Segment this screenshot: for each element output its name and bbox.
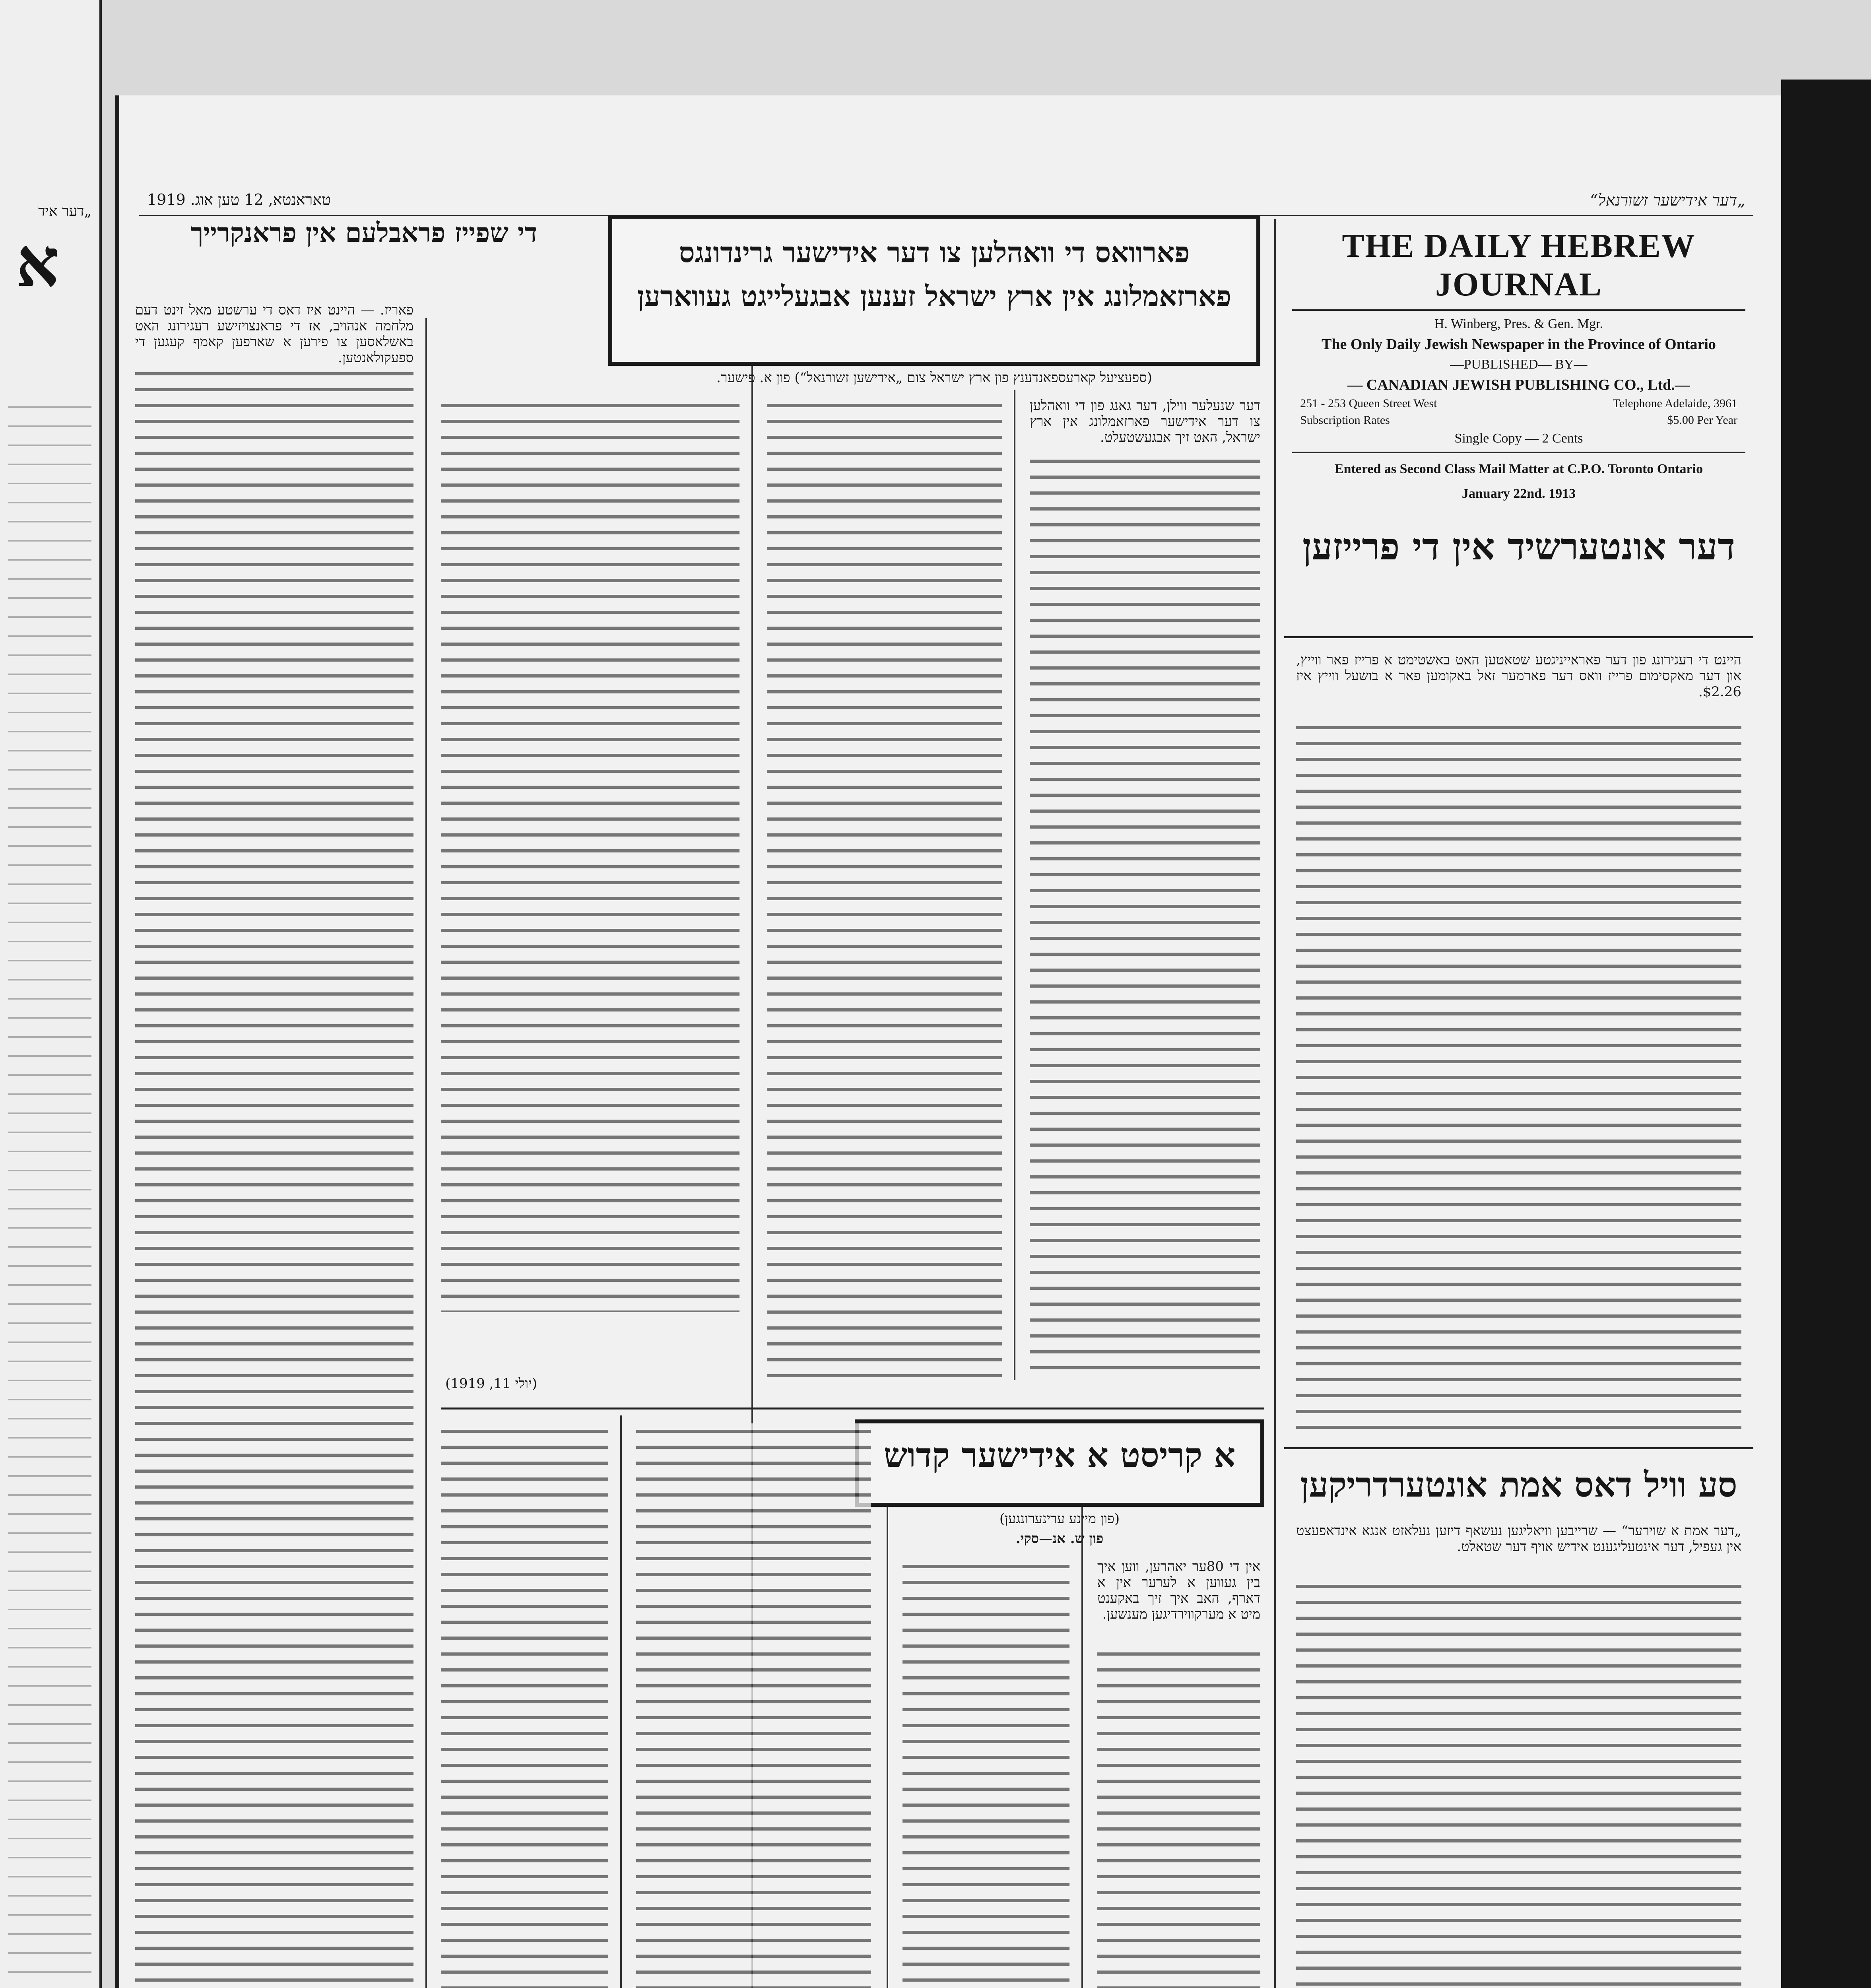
masthead-title: THE DAILY HEBREW JOURNAL (1342, 227, 1696, 303)
article-christian-saint-body-col2 (903, 1559, 1069, 1988)
column-rule (620, 1415, 622, 1988)
masthead-telephone: Telephone Adelaide, 3961 (1613, 397, 1737, 410)
running-header-date: טאראנטא, 12 טען אוג. 1919 (147, 191, 331, 208)
palestine-date: (יולי 11, 1919) (445, 1376, 538, 1392)
headline-christian-saint: א קריסט א אידישער קדוש (855, 1419, 1264, 1507)
running-header (139, 191, 1753, 216)
running-header-paper-name: „דער אידישער זשורנאל“ (1590, 191, 1745, 210)
masthead-published-by: —PUBLISHED— BY— (1450, 357, 1588, 372)
headline-price-difference: דער אונטערשיד אין די פרייזען (1302, 525, 1735, 568)
adjacent-page-text (8, 398, 91, 1988)
article-france-lead: פאריז. — היינט איז דאס די ערשטע מאל זינט דעם מלחמה אנהויב, אז די פראנצויזישע רעגירונג האט באשלאסען צו פירען א שארפען קאמף קעגען די ספעקולאנטען. (135, 302, 413, 366)
article-palestine-lead: דער שנעלער ווילן, דער גאנג פון די וואהלען צו דער אידישער פארזאמלונג אין ארץ ישראל, האט זיך אבגעשטעלט. (1030, 398, 1260, 445)
adjacent-page-big-letter: א (16, 223, 60, 302)
adjacent-page-header: „דער איד (38, 203, 91, 219)
article-christian-saint-body-col3 (636, 1423, 871, 1988)
article-france-body-col1 (135, 366, 413, 1988)
masthead-single-copy: Single Copy — 2 Cents (1454, 431, 1583, 446)
masthead-tagline: The Only Daily Jewish Newspaper in the Province of Ontario (1322, 336, 1716, 353)
newspaper-page (115, 95, 1789, 1988)
christian-saint-byline: פון ש. אנ—סקי. (1015, 1531, 1104, 1547)
article-continuation-col (441, 1423, 608, 1988)
column-rule (1274, 219, 1276, 1988)
headline-true-story: סע וויל דאס אמת אונטערדריקען (1300, 1465, 1737, 1505)
article-price-difference-body (1296, 720, 1741, 1435)
article-christian-saint-lead: אין די 80ער יאהרען, ווען איך בין געווען א לערער אין א דארף, האב איך זיך באקענט מיט א מערקווירדיגען מענשען. (1097, 1559, 1261, 1622)
masthead-subscription-label: Subscription Rates (1300, 414, 1390, 427)
headline-france-food: די שפייז פראבלעם אין פראנקרייך (190, 217, 537, 248)
masthead-entered: Entered as Second Class Mail Matter at C.P.O. Toronto Ontario (1334, 462, 1703, 476)
article-true-story-body (1296, 1578, 1741, 1988)
masthead (1284, 219, 1753, 505)
masthead-address-row (1300, 397, 1737, 410)
article-price-difference-lead: היינט די רעגירונג פון דער פאראייניגטע שטאטען האט באשטימט א פרייז פאר ווייץ, און דער מאקסימום פרייז וואס דער פארמער זאל באקומען פאר א בושעל ווייץ איז $2.26. (1296, 652, 1741, 700)
headline-rule (1284, 1447, 1753, 1449)
christian-saint-subtitle: (פון מיינע ערינערונגען) (999, 1511, 1120, 1527)
headline-rule (441, 1408, 1264, 1409)
article-palestine-body-col2 (767, 398, 1002, 1380)
masthead-manager: H. Winberg, Pres. & Gen. Mgr. (1434, 316, 1603, 331)
masthead-rule-2 (1292, 452, 1745, 453)
column-rule (425, 318, 427, 1988)
masthead-subscription-row (1300, 414, 1737, 427)
headline-palestine-elections: פארוואס די וואהלען צו דער אידישער גרינדונגס פארזאמלונג אין ארץ ישראל זענען אבגעלייגט געווארען (608, 215, 1260, 366)
masthead-entered-date: January 22nd. 1913 (1461, 486, 1576, 501)
column-rule (1081, 1507, 1083, 1988)
article-christian-saint-body-col1 (1097, 1646, 1260, 1988)
masthead-company: — CANADIAN JEWISH PUBLISHING CO., Ltd.— (1347, 377, 1690, 393)
article-palestine-body-col3 (441, 398, 739, 1312)
headline-rule (1284, 636, 1753, 638)
scan-dark-margin (1781, 80, 1871, 1988)
article-true-story-lead: „דער אמת א שוירער“ — שרייבען וויאליגען נעשאף דיזען נעלאזט אנגא אינדאפעצט אין געפיל, דער אינטעליגענט אידיש אויף דער שטאלט. (1296, 1523, 1741, 1555)
masthead-address: 251 - 253 Queen Street West (1300, 397, 1437, 410)
adjacent-page-strip (0, 0, 102, 1988)
masthead-per-year: $5.00 Per Year (1667, 414, 1737, 427)
column-rule (1014, 390, 1015, 1380)
palestine-subtitle: (ספעציעל קארעספאנדענץ פון ארץ ישראל צום „אידישען זשורנאל“) פון א. פישער. (716, 370, 1152, 386)
article-palestine-body-col1 (1030, 453, 1260, 1380)
column-rule (887, 1507, 888, 1988)
masthead-rule (1292, 309, 1745, 311)
